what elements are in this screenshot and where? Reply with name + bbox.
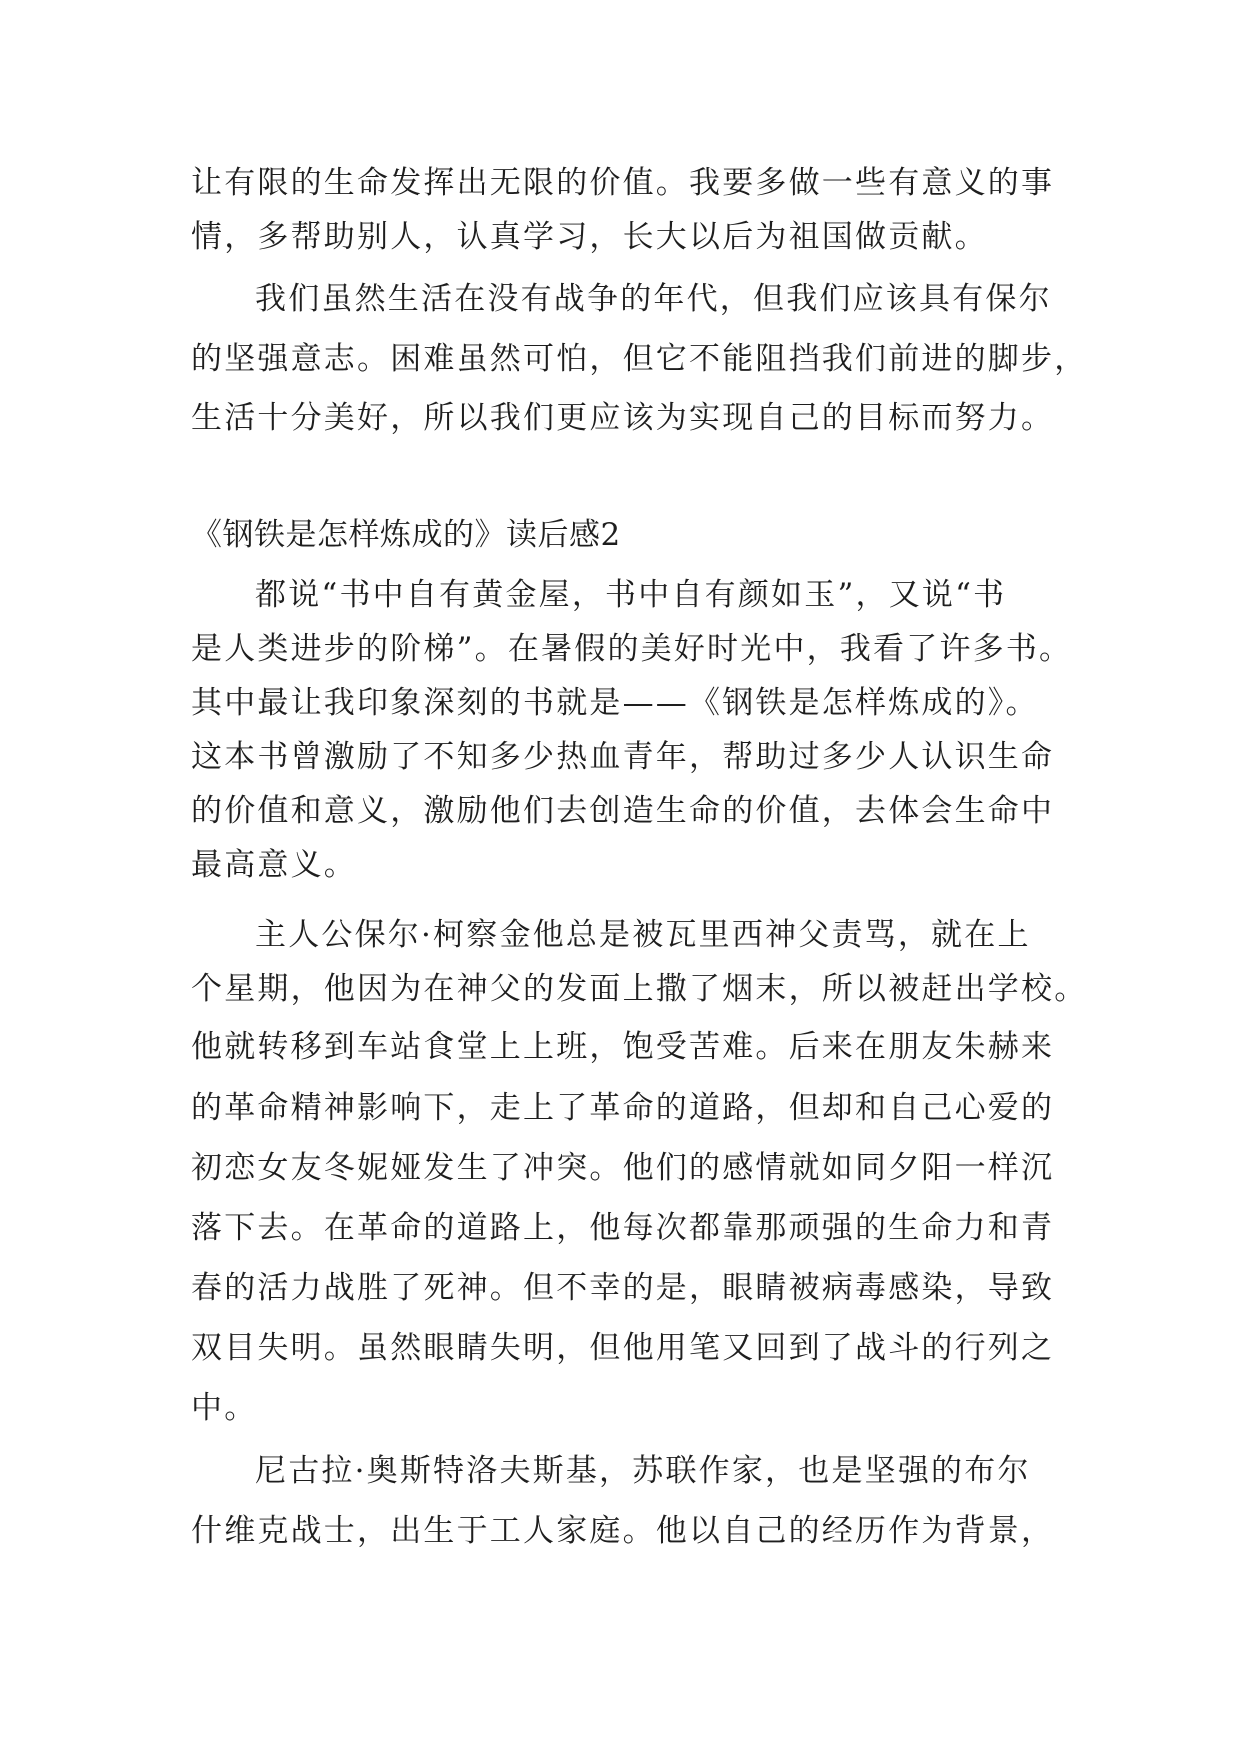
paragraph-3-line-5: 的价值和意义，激励他们去创造生命的价值，去体会生命中 [191,793,1055,829]
paragraph-3-line-3: 其中最让我印象深刻的书就是——《钢铁是怎样炼成的》。 [191,685,1039,721]
section-heading: 《钢铁是怎样炼成的》读后感2 [191,517,621,553]
paragraph-4-line-2: 个星期，他因为在神父的发面上撒了烟末，所以被赶出学校。 [191,971,1088,1007]
paragraph-3-line-2: 是人类进步的阶梯”。在暑假的美好时光中，我看了许多书。 [191,631,1073,667]
paragraph-5-line-1: 尼古拉·奥斯特洛夫斯基，苏联作家，也是坚强的布尔 [255,1453,1031,1489]
paragraph-4-line-3: 他就转移到车站食堂上上班，饱受苦难。后来在朋友朱赫来 [191,1029,1055,1065]
paragraph-4-line-8: 双目失明。虽然眼睛失明，但他用笔又回到了战斗的行列之 [191,1330,1055,1366]
paragraph-4-line-6: 落下去。在革命的道路上，他每次都靠那顽强的生命力和青 [191,1210,1055,1246]
paragraph-4-line-1: 主人公保尔·柯察金他总是被瓦里西神父责骂，就在上 [255,917,1031,953]
paragraph-1-line-2: 情，多帮助别人，认真学习，长大以后为祖国做贡献。 [191,219,988,255]
paragraph-5-line-2: 什维克战士，出生于工人家庭。他以自己的经历作为背景， [191,1513,1055,1549]
paragraph-3-line-6: 最高意义。 [191,847,357,883]
paragraph-2-line-3: 生活十分美好，所以我们更应该为实现自己的目标而努力。 [191,400,1055,436]
paragraph-3-line-4: 这本书曾激励了不知多少热血青年，帮助过多少人认识生命 [191,739,1055,775]
paragraph-4-line-7: 春的活力战胜了死神。但不幸的是，眼睛被病毒感染，导致 [191,1270,1055,1306]
paragraph-2-line-1: 我们虽然生活在没有战争的年代，但我们应该具有保尔 [255,281,1052,317]
paragraph-3-line-1: 都说“书中自有黄金屋，书中自有颜如玉”，又说“书 [255,577,1007,613]
paragraph-1-line-1: 让有限的生命发挥出无限的价值。我要多做一些有意义的事 [191,165,1055,201]
paragraph-4-line-9: 中。 [191,1390,258,1426]
paragraph-4-line-4: 的革命精神影响下，走上了革命的道路，但却和自己心爱的 [191,1090,1055,1126]
paragraph-2-line-2: 的坚强意志。困难虽然可怕，但它不能阻挡我们前进的脚步， [191,341,1088,377]
paragraph-4-line-5: 初恋女友冬妮娅发生了冲突。他们的感情就如同夕阳一样沉 [191,1150,1055,1186]
